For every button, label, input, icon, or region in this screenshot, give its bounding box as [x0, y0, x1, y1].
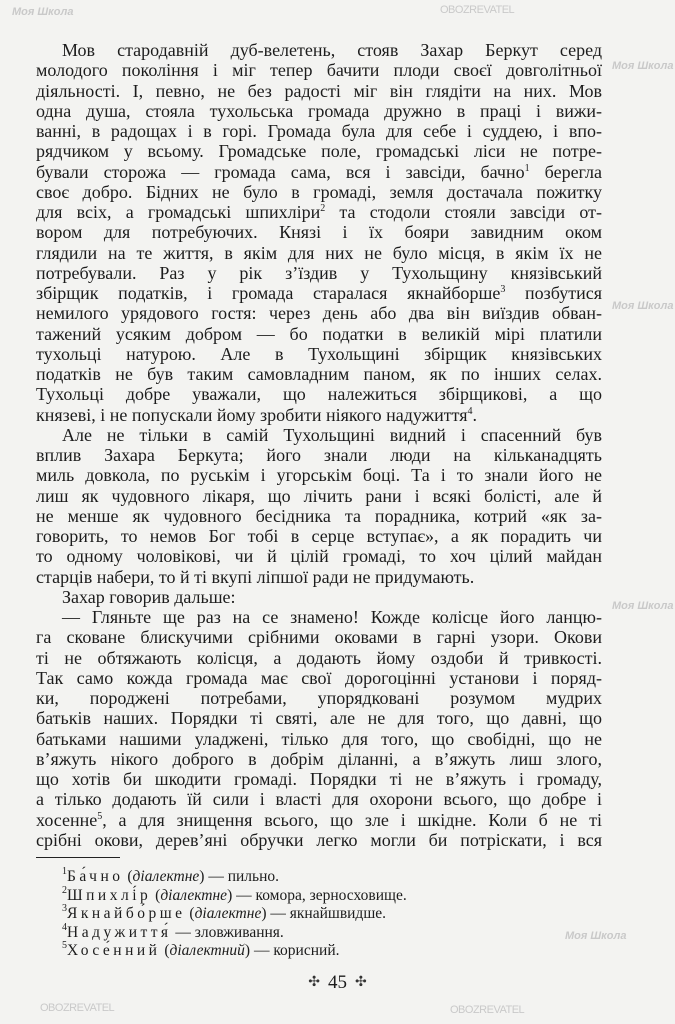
text-line: [36, 769, 602, 789]
text-line: [36, 668, 602, 688]
line-text: а тілько додають їй сили і власті для охорони всього, що добре і: [36, 789, 602, 810]
text-line: [36, 283, 602, 303]
ornament-icon: ✣: [308, 975, 320, 990]
ornament-icon: ✣: [355, 975, 367, 990]
footnote-number: 4: [62, 921, 67, 933]
text-line: [36, 425, 602, 445]
footnote-divider: [36, 857, 120, 858]
line-text: , а для знищення всього, що зле і шкідне. Коли б не ті: [102, 809, 602, 830]
line-text: ванні, в радощах і в горі. Громада була для себе і суддею, і впо-: [36, 121, 602, 141]
footnote-term: Ба́чно: [67, 868, 124, 885]
text-line: [36, 60, 602, 80]
text-line: [36, 162, 602, 182]
line-text: батьків наших. Порядки ті святі, але не для того, що давні, що: [36, 708, 602, 729]
text-line: [36, 81, 602, 101]
footnote-definition: корисний.: [273, 942, 340, 959]
footnote-ref: 4: [467, 405, 473, 417]
line-text: глядили на те життя, в якім для них не було місця, в якім їх не: [36, 242, 602, 263]
line-text: срібні окови, дерев’яні обручки легко могли би потріскати, і вся: [36, 829, 602, 850]
line-text: вплив Захара Беркута; його знали люди на кільканадцять: [36, 445, 602, 465]
line-text: та стодоли стояли завсіди от-: [325, 202, 603, 222]
footnote: $^1$Ба́чно (діалектне) — пильно.: [62, 866, 280, 885]
line-text: ки, породжені потребами, упорядковані розумом мудрих: [36, 688, 602, 708]
footnote-term: Надужиття́: [67, 923, 172, 941]
line-text: своє добро. Бідних не було в громаді, земля достачала пожитку: [36, 181, 602, 202]
text-line: [36, 607, 602, 627]
text-line: [36, 405, 602, 425]
text-line: [36, 344, 602, 364]
footnote-label: діалектний: [169, 942, 245, 959]
line-text: лиш як чудовного лікаря, що лічить рани і всякі болісті, але й: [36, 485, 602, 506]
line-text: для всіх, а громадські шпихліри: [36, 202, 321, 222]
footnote-ref: 1: [524, 162, 530, 174]
footnote-term: Шпихлі́р: [67, 886, 152, 904]
line-text: га сковане блискучими срібними оковами в гарні узори. Окови: [36, 627, 602, 648]
footnote-number: 2: [62, 884, 67, 896]
line-text: вором для потребуючих. Князі і їх бояри завидним оком: [36, 222, 602, 243]
footnote-label: діалектне: [194, 905, 262, 922]
line-text: .: [472, 404, 478, 425]
line-text: батьками нашими уладжені, тілько для того, що свобідні, що не: [36, 728, 602, 749]
line-text: позбутися: [505, 283, 602, 303]
text-line: [36, 688, 602, 708]
watermark: OBOZREVATEL: [450, 1004, 525, 1016]
line-text: діяльності. І, певно, не без радості міг він глядіти на них. Мов: [36, 80, 602, 101]
line-text: тухольці натурою. Але в Тухольщині збірщик князівських: [36, 343, 602, 364]
text-line: [36, 121, 602, 141]
footnote-number: 1: [62, 866, 67, 877]
body-text: [36, 40, 602, 850]
line-text: говорить, то немов Бог тобі в серце вступає», а як порадить чи: [36, 526, 602, 546]
line-text: берегла: [529, 161, 603, 182]
line-text: Так само кожда громада має свої дорогоцінні установи і поряд-: [36, 667, 602, 688]
line-text: Захар говорив дальше:: [62, 586, 236, 607]
text-line: [36, 141, 602, 161]
footnote-ref: 3: [500, 284, 506, 295]
text-line: [36, 708, 602, 728]
watermark: Моя Школа: [612, 300, 674, 312]
line-text: миль довкола, по руськім і угорськім боці. Та і то знали його не: [36, 465, 602, 486]
line-text: потребували. Раз у рік з’їздив у Тухольщину князівський: [36, 262, 602, 283]
text-line: [36, 202, 602, 222]
footnote: $^4$Надужиття́ — зловживання.: [62, 921, 284, 941]
text-line: [36, 465, 602, 485]
line-text: хосенне: [36, 809, 98, 830]
footnote-ref: 2: [320, 203, 326, 214]
line-text: Але не тільки в самій Тухольщині видний і спасенний був: [62, 424, 602, 445]
text-line: [36, 789, 602, 809]
line-text: рядчиком у всьому. Громадське поле, громадські ліси не потре-: [36, 141, 602, 162]
line-text: в’яжуть нікого доброго в добрім діланні, а в’яжуть лиш злого,: [36, 748, 602, 769]
footnote-definition: якнайшвидше.: [289, 905, 387, 922]
watermark: OBOZREVATEL: [40, 1002, 115, 1014]
footnote-number: 5: [62, 940, 67, 951]
text-line: [36, 263, 602, 283]
text-line: [36, 384, 602, 404]
text-line: [36, 810, 602, 830]
line-text: ті не обтяжають колісця, а додають йому оздоби й тривкості.: [36, 647, 602, 668]
line-text: одна душа, стояла тухольська громада дружно в праці і вижи-: [36, 100, 602, 121]
text-line: [36, 324, 602, 344]
footnote: $^2$Шпихлі́р (діалектне) — комора, зерносховище.: [62, 884, 407, 904]
text-line: [36, 627, 602, 647]
text-line: [36, 830, 602, 850]
line-text: податків не був таким самовладним паном, як по інших селах.: [36, 364, 602, 384]
line-text: молодого покоління і міг тепер бачити плоди своєї довголітньої: [36, 60, 602, 81]
text-line: [36, 546, 602, 566]
text-line: [36, 445, 602, 465]
page-footer: [0, 972, 675, 994]
line-text: що хотів би шкодити громаді. Порядки ті не в’яжуть і громаду,: [36, 769, 602, 789]
line-text: князеві, і не попускали йому зробити ніякого надужиття: [36, 404, 468, 425]
line-text: збірщик податків, і громада старалася якнайборше: [36, 283, 501, 303]
footnote-label: діалектне: [160, 886, 228, 904]
line-text: — Гляньте ще раз на се знамено! Кожде колісце його ланцю-: [62, 607, 602, 627]
text-line: [36, 526, 602, 546]
watermark: Моя Школа: [12, 6, 74, 18]
line-text: старців набери, то й ті вкупі ліпшої ради не придумають.: [36, 566, 475, 587]
footnotes: [62, 868, 407, 961]
text-line: [36, 303, 602, 323]
footnote-definition: зловживання.: [194, 923, 284, 941]
footnote-ref: 5: [97, 810, 103, 822]
watermark: OBOZREVATEL: [440, 4, 515, 16]
footnote: $^5$Хосе́нний (діалектний) — корисний.: [62, 940, 340, 959]
text-line: [36, 749, 602, 769]
footnote-label: діалектне: [132, 868, 200, 885]
text-line: [36, 40, 602, 60]
line-text: тажений усяким добром — бо податки в великій мірі платили: [36, 323, 602, 344]
footnote-definition: пильно.: [227, 868, 280, 885]
text-line: [36, 182, 602, 202]
text-line: [36, 486, 602, 506]
line-text: бували сторожа — громада сама, вся і завсіди, бачно: [36, 161, 525, 182]
footnote-term: Хосе́нний: [67, 942, 161, 959]
line-text: немилого урядового гостя: через день або два він виїздив обван-: [36, 303, 602, 324]
text-line: [36, 587, 602, 607]
text-line: [36, 729, 602, 749]
footnote-term: Якнайбо́рше: [67, 905, 186, 922]
text-line: [36, 364, 602, 384]
page-number: 45: [328, 972, 347, 993]
text-line: [36, 567, 602, 587]
line-text: не менше як чудовного бесідника та порадника, котрий «як за-: [36, 505, 602, 526]
watermark: Моя Школа: [565, 930, 627, 942]
text-line: [36, 243, 602, 263]
text-line: [36, 648, 602, 668]
footnote: $^3$Якнайбо́рше (діалектне) — якнайшвидше.: [62, 903, 387, 922]
footnote-definition: комора, зерносховище.: [255, 886, 407, 904]
watermark: Моя Школа: [612, 60, 674, 72]
text-line: [36, 101, 602, 121]
text-line: [36, 506, 602, 526]
line-text: то одному чоловікові, чи й цілій громаді, то хоч цілий майдан: [36, 546, 602, 567]
watermark: Моя Школа: [612, 600, 674, 612]
line-text: Мов стародавній дуб-велетень, стояв Захар Беркут серед: [62, 40, 602, 60]
line-text: Тухольці добре уважали, що належиться збірщикові, а що: [36, 384, 602, 405]
text-line: [36, 222, 602, 242]
footnote-number: 3: [62, 903, 67, 914]
